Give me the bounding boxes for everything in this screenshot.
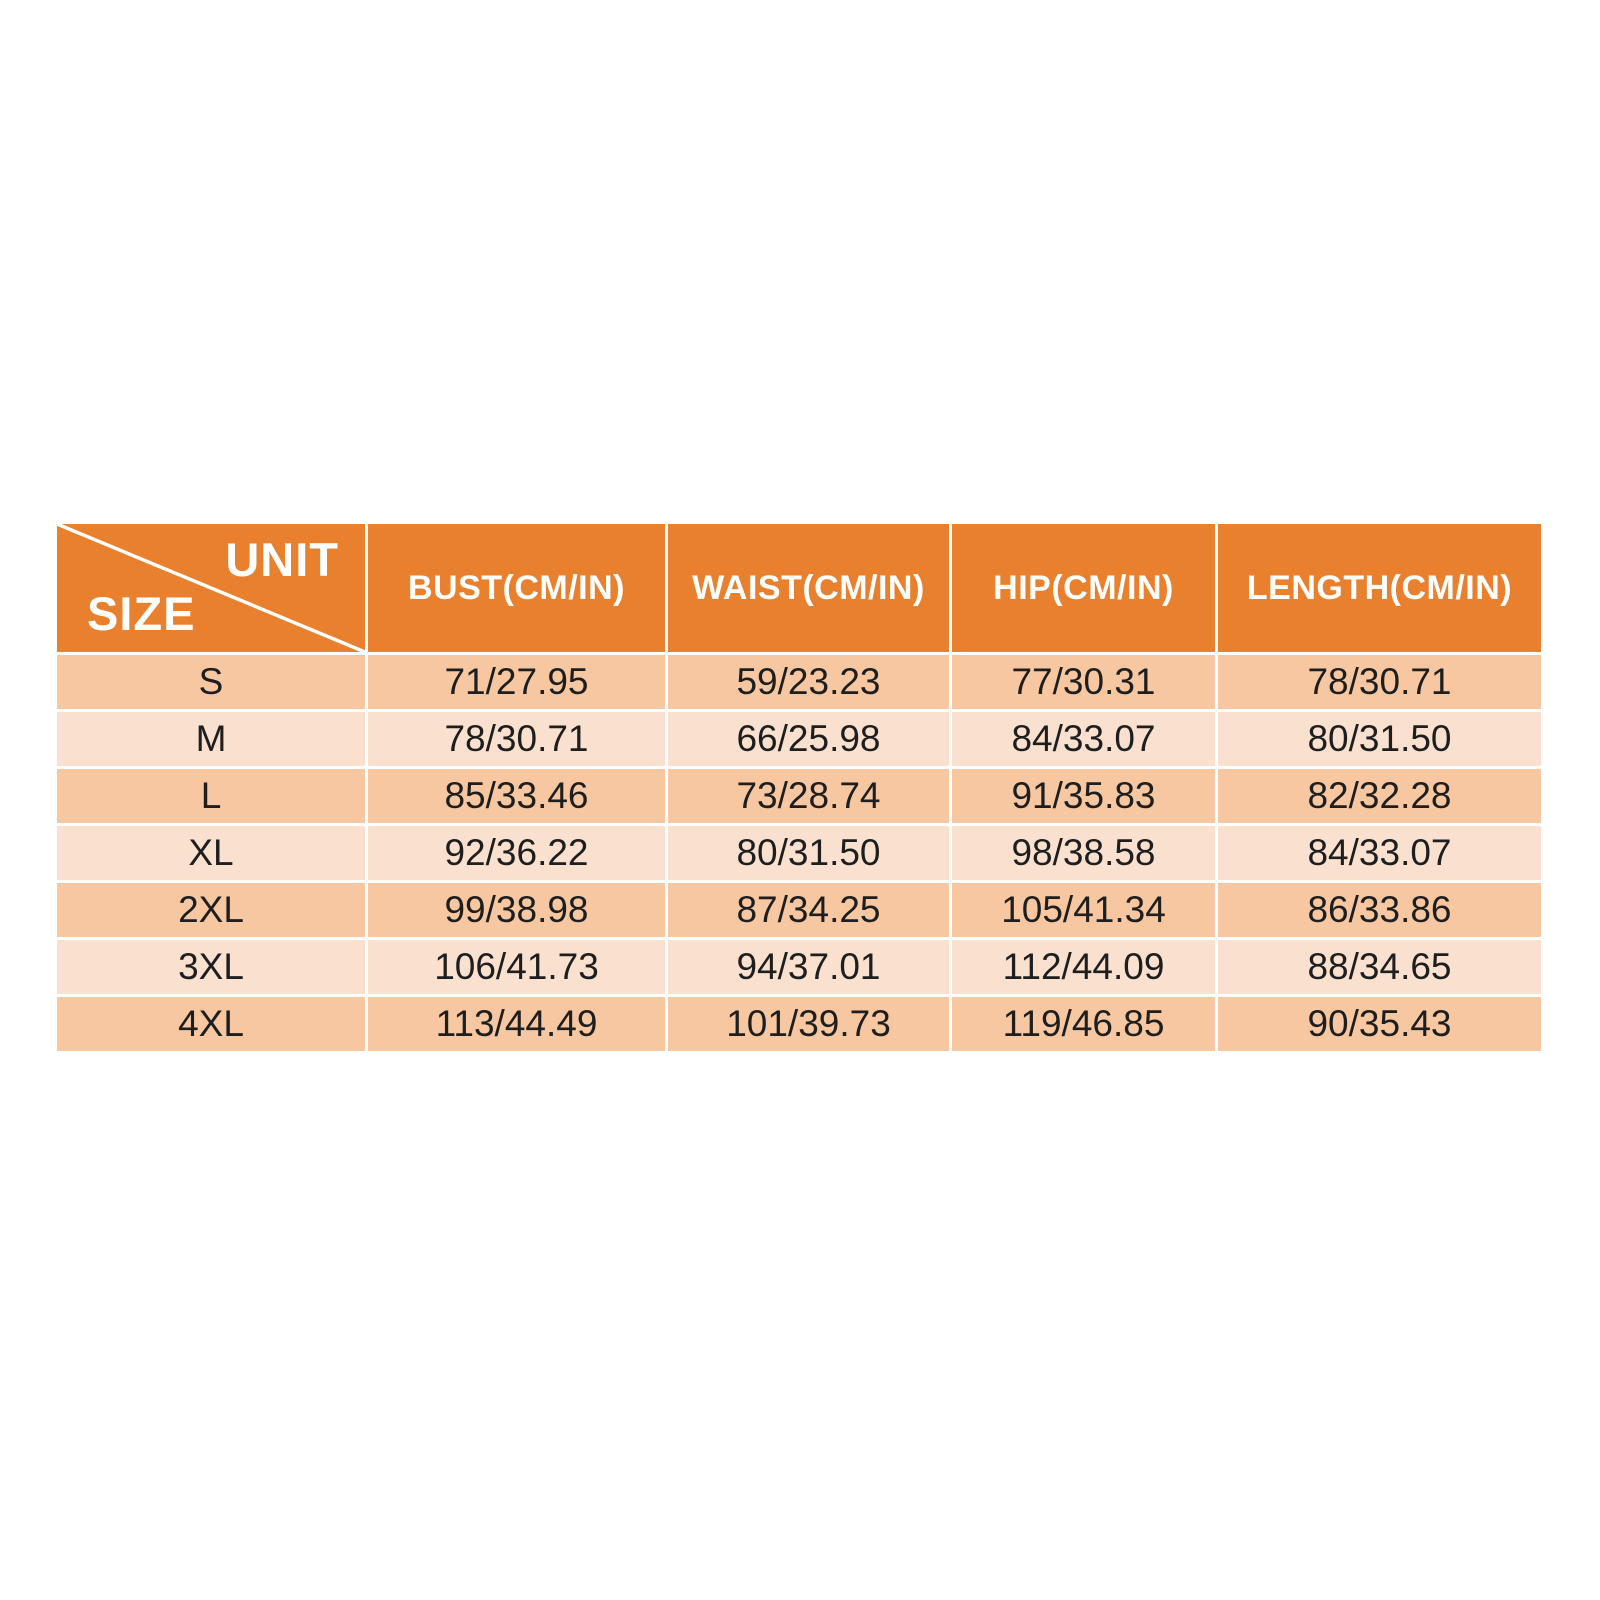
- column-header-bust: BUST(CM/IN): [368, 524, 665, 652]
- measurement-cell: 101/39.73: [668, 997, 949, 1051]
- size-axis-label: SIZE: [87, 587, 196, 640]
- column-header-length: LENGTH(CM/IN): [1218, 524, 1541, 652]
- measurement-cell: 73/28.74: [668, 769, 949, 823]
- column-header-waist: WAIST(CM/IN): [668, 524, 949, 652]
- size-chart-table: [57, 524, 1541, 1051]
- measurement-cell: 112/44.09: [952, 940, 1215, 994]
- size-label-cell: L: [57, 769, 365, 823]
- column-header-hip: HIP(CM/IN): [952, 524, 1215, 652]
- measurement-cell: 99/38.98: [368, 883, 665, 937]
- size-label-cell: S: [57, 655, 365, 709]
- size-label-cell: M: [57, 712, 365, 766]
- size-label-cell: XL: [57, 826, 365, 880]
- measurement-cell: 98/38.58: [952, 826, 1215, 880]
- measurement-cell: 66/25.98: [668, 712, 949, 766]
- measurement-cell: 90/35.43: [1218, 997, 1541, 1051]
- measurement-cell: 80/31.50: [668, 826, 949, 880]
- measurement-cell: 71/27.95: [368, 655, 665, 709]
- size-label-cell: 2XL: [57, 883, 365, 937]
- measurement-cell: 84/33.07: [952, 712, 1215, 766]
- measurement-cell: 88/34.65: [1218, 940, 1541, 994]
- measurement-cell: 87/34.25: [668, 883, 949, 937]
- measurement-cell: 119/46.85: [952, 997, 1215, 1051]
- corner-header-cell: [57, 524, 365, 652]
- measurement-cell: 80/31.50: [1218, 712, 1541, 766]
- measurement-cell: 78/30.71: [368, 712, 665, 766]
- measurement-cell: 59/23.23: [668, 655, 949, 709]
- measurement-cell: 85/33.46: [368, 769, 665, 823]
- size-label-cell: 4XL: [57, 997, 365, 1051]
- measurement-cell: 78/30.71: [1218, 655, 1541, 709]
- size-label-cell: 3XL: [57, 940, 365, 994]
- measurement-cell: 84/33.07: [1218, 826, 1541, 880]
- unit-axis-label: UNIT: [225, 533, 339, 586]
- measurement-cell: 94/37.01: [668, 940, 949, 994]
- measurement-cell: 82/32.28: [1218, 769, 1541, 823]
- measurement-cell: 105/41.34: [952, 883, 1215, 937]
- measurement-cell: 92/36.22: [368, 826, 665, 880]
- measurement-cell: 86/33.86: [1218, 883, 1541, 937]
- measurement-cell: 106/41.73: [368, 940, 665, 994]
- measurement-cell: 91/35.83: [952, 769, 1215, 823]
- measurement-cell: 113/44.49: [368, 997, 665, 1051]
- measurement-cell: 77/30.31: [952, 655, 1215, 709]
